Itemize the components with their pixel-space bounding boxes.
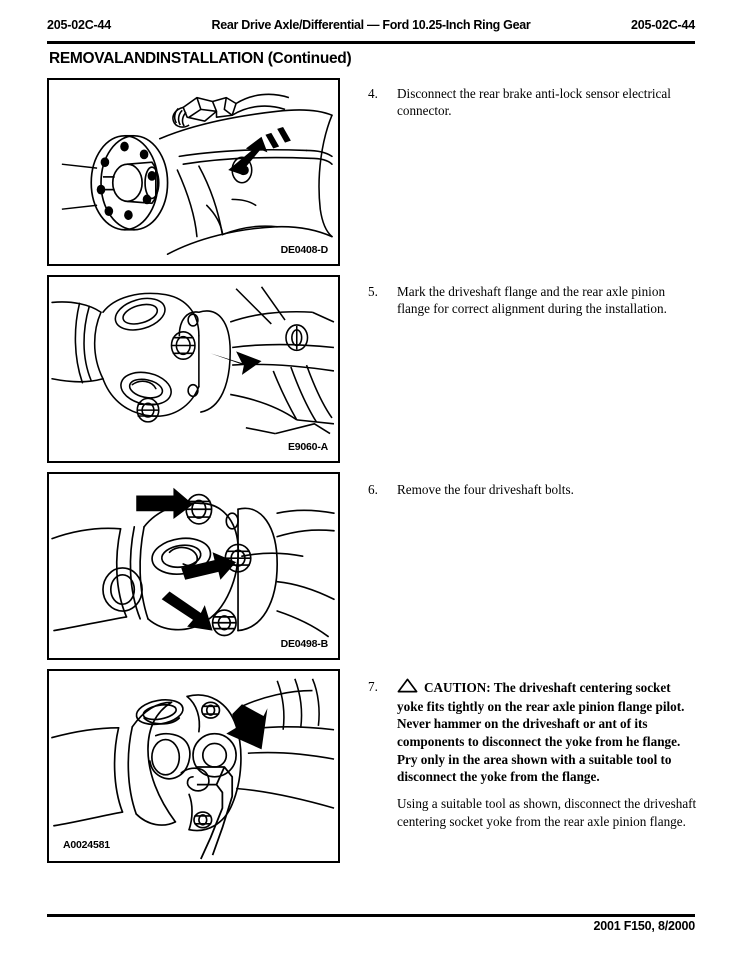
header-code-left: 205-02C-44: [47, 18, 112, 32]
step-paragraph: Mark the driveshaft flange and the rear axle pinion flange for correct alignment during the installation.: [397, 284, 667, 317]
footer-text: 2001 F150, 8/2000: [593, 919, 695, 933]
footer-divider: [47, 914, 695, 917]
figure-box-3: [47, 472, 340, 660]
step-paragraph: Disconnect the rear brake anti-lock sensor electrical connector.: [397, 86, 671, 119]
callout-arrow: [211, 351, 262, 374]
step-body-6: [397, 481, 698, 498]
step-number-4: 4.: [368, 86, 378, 101]
figure-id-1: DE0408-D: [280, 244, 328, 256]
caution-block: [397, 678, 698, 786]
step-paragraph: Using a suitable tool as shown, disconnect the driveshaft centering socket yoke from the rear axle pinion flange.: [397, 796, 697, 829]
figure-illustration-flange-marking: [49, 277, 338, 461]
section-title: REMOVALANDINSTALLATION (Continued): [49, 50, 352, 67]
figure-box-1: [47, 78, 340, 266]
figure-box-4: [47, 669, 340, 863]
figure-illustration-pry-yoke: [49, 671, 338, 861]
caution-label: CAUTION:: [424, 680, 494, 695]
step-item-6: [368, 481, 698, 498]
step-item-5: [368, 283, 698, 318]
page-header: [47, 18, 695, 36]
header-code-right: 205-02C-44: [630, 18, 695, 32]
figure-illustration-driveshaft-bolts: [49, 474, 338, 658]
step-paragraph: Remove the four driveshaft bolts.: [397, 482, 574, 497]
warning-triangle-icon: [397, 678, 418, 698]
step-body-4: [397, 85, 698, 120]
figure-box-2: [47, 275, 340, 463]
header-divider: [47, 41, 695, 44]
step-item-4: [368, 85, 698, 120]
step-number-7: 7.: [368, 679, 378, 694]
header-title: Rear Drive Axle/Differential — Ford 10.25-Inch Ring Gear: [211, 18, 531, 32]
figure-id-4: A0024581: [63, 839, 110, 851]
figure-id-3: DE0498-B: [280, 638, 328, 650]
step-number-6: 6.: [368, 482, 378, 497]
step-item-7: [368, 678, 698, 830]
figure-id-2: E9060-A: [287, 441, 328, 453]
step-body-5: [397, 283, 698, 318]
step-number-5: 5.: [368, 284, 378, 299]
caution-text: The driveshaft centering socket yoke fits tightly on the rear axle pinion flange pilot. Never hammer on the driveshaft or ant of its components to disconnect the yoke from he flange. Pry only in the area shown with a suitable tool to disconnect the yoke from the flange.: [397, 680, 685, 785]
figure-illustration-axle-housing: [49, 80, 338, 264]
step-body-7: [397, 678, 698, 830]
